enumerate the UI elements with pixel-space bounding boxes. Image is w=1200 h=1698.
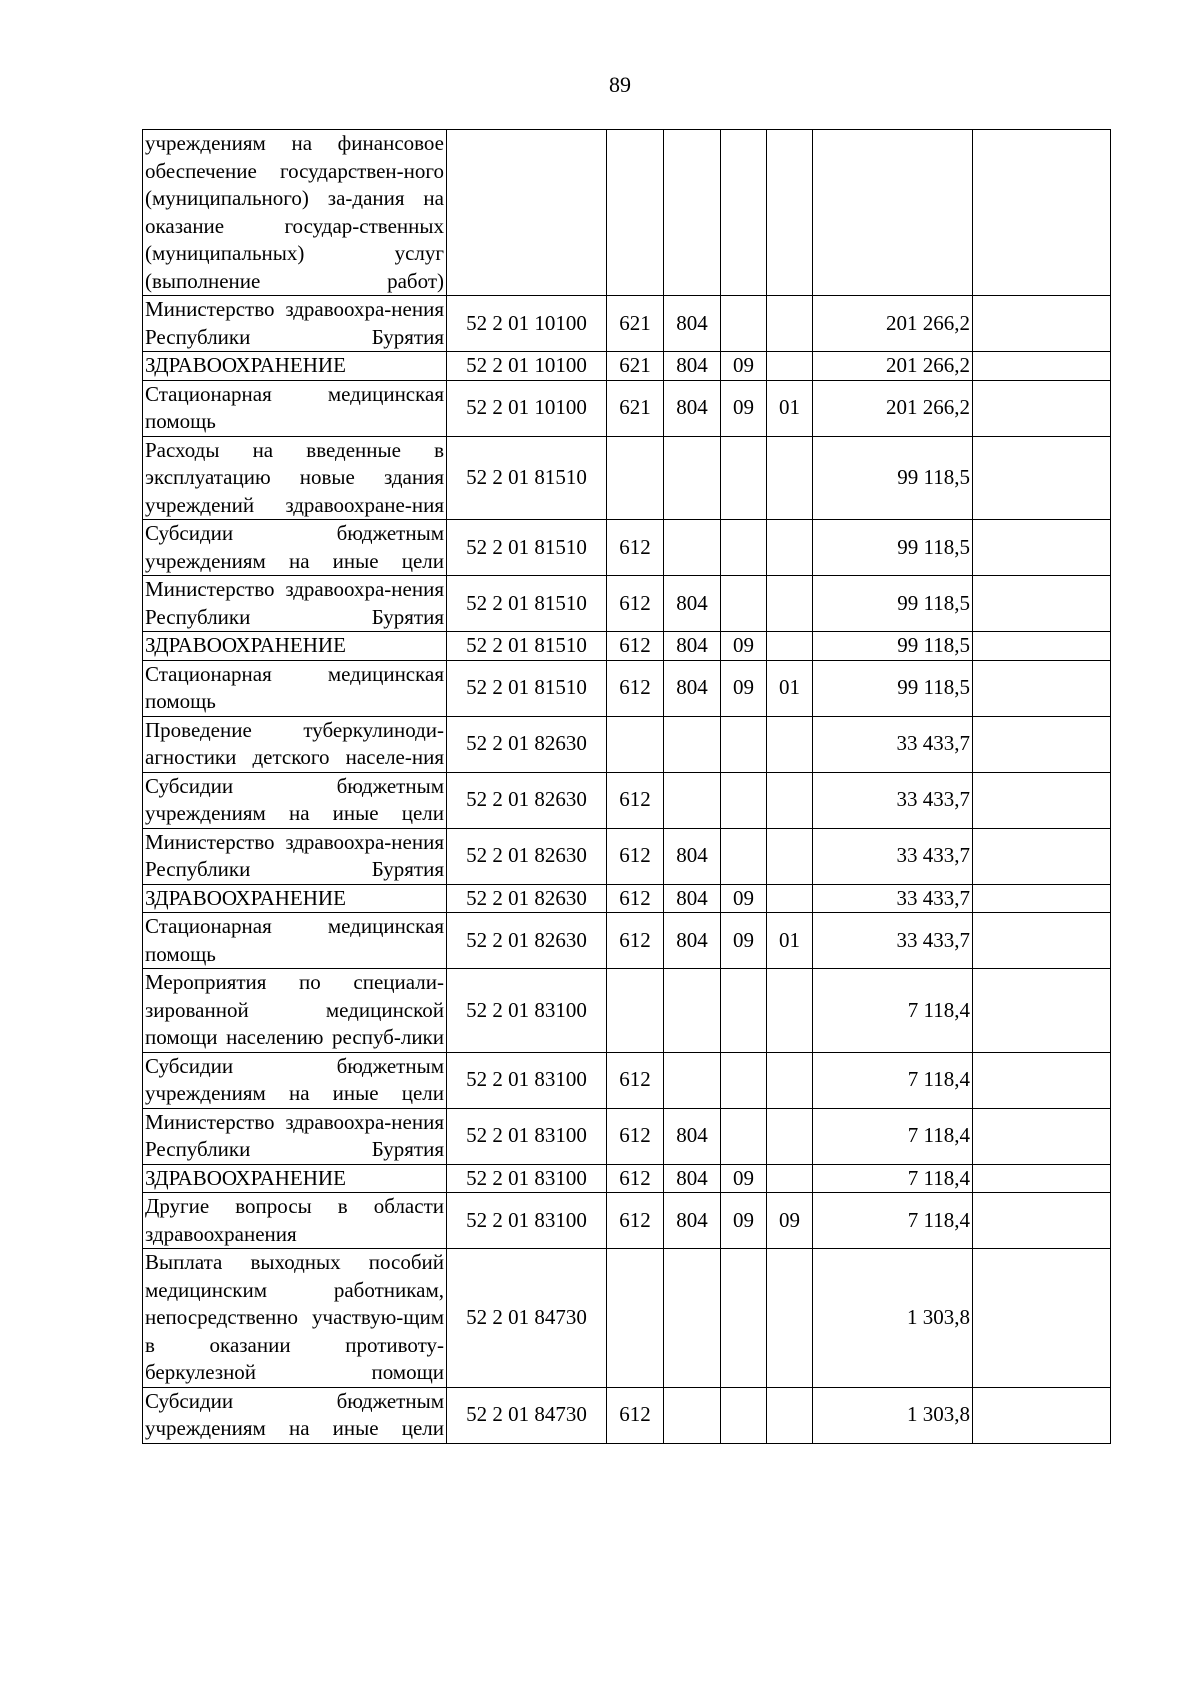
subsection-code-cell: 01 xyxy=(767,380,813,436)
ministry-code-cell: 804 xyxy=(664,1108,721,1164)
amount-cell: 99 118,5 xyxy=(813,436,973,520)
ministry-code-cell xyxy=(664,772,721,828)
expense-name-cell: Стационарная медицинская помощь xyxy=(143,913,447,969)
empty-column-cell xyxy=(973,660,1111,716)
subsection-code-cell xyxy=(767,352,813,381)
target-article-code-cell: 52 2 01 82630 xyxy=(447,716,607,772)
ministry-code-cell xyxy=(664,436,721,520)
ministry-code-cell: 804 xyxy=(664,296,721,352)
ministry-code-cell: 804 xyxy=(664,352,721,381)
amount-cell: 1 303,8 xyxy=(813,1387,973,1443)
table-row xyxy=(143,632,1111,661)
amount-cell: 201 266,2 xyxy=(813,352,973,381)
target-article-code-cell: 52 2 01 84730 xyxy=(447,1249,607,1388)
ministry-code-cell xyxy=(664,130,721,296)
table-row xyxy=(143,828,1111,884)
expense-name-cell: Министерство здравоохра-нения Республики Бурятия xyxy=(143,296,447,352)
expense-name-cell: Министерство здравоохра-нения Республики Бурятия xyxy=(143,1108,447,1164)
empty-column-cell xyxy=(973,1052,1111,1108)
section-code-cell: 09 xyxy=(721,1193,767,1249)
expense-type-code-cell xyxy=(607,130,664,296)
expense-type-code-cell: 621 xyxy=(607,296,664,352)
expense-type-code-cell: 612 xyxy=(607,884,664,913)
ministry-code-cell: 804 xyxy=(664,1164,721,1193)
empty-column-cell xyxy=(973,772,1111,828)
subsection-code-cell: 01 xyxy=(767,913,813,969)
expense-name-cell: Субсидии бюджетным учреждениям на иные цели xyxy=(143,772,447,828)
ministry-code-cell xyxy=(664,1052,721,1108)
amount-cell: 99 118,5 xyxy=(813,576,973,632)
expense-type-code-cell: 612 xyxy=(607,1052,664,1108)
expense-type-code-cell: 612 xyxy=(607,520,664,576)
section-code-cell xyxy=(721,576,767,632)
empty-column-cell xyxy=(973,352,1111,381)
table-row xyxy=(143,380,1111,436)
expense-name-cell: Проведение туберкулиноди-агностики детского населе-ния xyxy=(143,716,447,772)
expense-name-cell: Стационарная медицинская помощь xyxy=(143,660,447,716)
empty-column-cell xyxy=(973,130,1111,296)
table-row xyxy=(143,130,1111,296)
empty-column-cell xyxy=(973,1249,1111,1388)
table-row xyxy=(143,660,1111,716)
expense-name-cell: ЗДРАВООХРАНЕНИЕ xyxy=(143,884,447,913)
expense-type-code-cell: 612 xyxy=(607,660,664,716)
subsection-code-cell xyxy=(767,1052,813,1108)
amount-cell: 7 118,4 xyxy=(813,1164,973,1193)
subsection-code-cell xyxy=(767,1108,813,1164)
table-body xyxy=(143,130,1111,1444)
target-article-code-cell: 52 2 01 83100 xyxy=(447,969,607,1053)
section-code-cell xyxy=(721,716,767,772)
expense-name-cell: Расходы на введенные в эксплуатацию новые здания учреждений здравоохране-ния xyxy=(143,436,447,520)
table-row xyxy=(143,352,1111,381)
amount-cell: 99 118,5 xyxy=(813,632,973,661)
section-code-cell xyxy=(721,130,767,296)
expense-name-cell: Субсидии бюджетным учреждениям на иные цели xyxy=(143,520,447,576)
target-article-code-cell: 52 2 01 84730 xyxy=(447,1387,607,1443)
section-code-cell xyxy=(721,520,767,576)
target-article-code-cell: 52 2 01 83100 xyxy=(447,1052,607,1108)
section-code-cell: 09 xyxy=(721,1164,767,1193)
section-code-cell: 09 xyxy=(721,380,767,436)
table-row xyxy=(143,1387,1111,1443)
section-code-cell: 09 xyxy=(721,632,767,661)
subsection-code-cell xyxy=(767,772,813,828)
expense-type-code-cell: 612 xyxy=(607,1193,664,1249)
target-article-code-cell xyxy=(447,130,607,296)
ministry-code-cell xyxy=(664,969,721,1053)
section-code-cell xyxy=(721,296,767,352)
empty-column-cell xyxy=(973,380,1111,436)
expense-name-cell: Субсидии бюджетным учреждениям на иные цели xyxy=(143,1387,447,1443)
ministry-code-cell: 804 xyxy=(664,660,721,716)
ministry-code-cell: 804 xyxy=(664,884,721,913)
amount-cell: 33 433,7 xyxy=(813,913,973,969)
section-code-cell: 09 xyxy=(721,884,767,913)
ministry-code-cell: 804 xyxy=(664,576,721,632)
ministry-code-cell: 804 xyxy=(664,913,721,969)
expense-type-code-cell: 612 xyxy=(607,1164,664,1193)
ministry-code-cell xyxy=(664,1249,721,1388)
section-code-cell: 09 xyxy=(721,913,767,969)
ministry-code-cell: 804 xyxy=(664,632,721,661)
subsection-code-cell xyxy=(767,716,813,772)
amount-cell: 99 118,5 xyxy=(813,520,973,576)
amount-cell: 7 118,4 xyxy=(813,1108,973,1164)
section-code-cell xyxy=(721,969,767,1053)
table-row xyxy=(143,1249,1111,1388)
subsection-code-cell xyxy=(767,296,813,352)
expense-name-cell: Субсидии бюджетным учреждениям на иные цели xyxy=(143,1052,447,1108)
target-article-code-cell: 52 2 01 82630 xyxy=(447,884,607,913)
section-code-cell xyxy=(721,1108,767,1164)
table-row xyxy=(143,716,1111,772)
empty-column-cell xyxy=(973,884,1111,913)
expense-type-code-cell: 612 xyxy=(607,576,664,632)
table-row xyxy=(143,1193,1111,1249)
expense-type-code-cell: 612 xyxy=(607,828,664,884)
empty-column-cell xyxy=(973,520,1111,576)
table-row xyxy=(143,1108,1111,1164)
amount-cell: 201 266,2 xyxy=(813,380,973,436)
section-code-cell xyxy=(721,772,767,828)
empty-column-cell xyxy=(973,716,1111,772)
expense-name-cell: ЗДРАВООХРАНЕНИЕ xyxy=(143,1164,447,1193)
amount-cell: 33 433,7 xyxy=(813,772,973,828)
expense-name-cell: ЗДРАВООХРАНЕНИЕ xyxy=(143,632,447,661)
expense-type-code-cell: 612 xyxy=(607,1108,664,1164)
section-code-cell xyxy=(721,828,767,884)
ministry-code-cell xyxy=(664,1387,721,1443)
section-code-cell xyxy=(721,1387,767,1443)
section-code-cell xyxy=(721,436,767,520)
subsection-code-cell xyxy=(767,632,813,661)
target-article-code-cell: 52 2 01 83100 xyxy=(447,1193,607,1249)
amount-cell: 1 303,8 xyxy=(813,1249,973,1388)
expense-name-cell: Стационарная медицинская помощь xyxy=(143,380,447,436)
page-number: 89 xyxy=(609,72,631,97)
empty-column-cell xyxy=(973,1108,1111,1164)
ministry-code-cell: 804 xyxy=(664,1193,721,1249)
empty-column-cell xyxy=(973,828,1111,884)
table-row xyxy=(143,884,1111,913)
empty-column-cell xyxy=(973,1387,1111,1443)
expense-type-code-cell xyxy=(607,969,664,1053)
expense-type-code-cell: 612 xyxy=(607,632,664,661)
target-article-code-cell: 52 2 01 81510 xyxy=(447,576,607,632)
expense-name-cell: ЗДРАВООХРАНЕНИЕ xyxy=(143,352,447,381)
amount-cell: 7 118,4 xyxy=(813,1052,973,1108)
section-code-cell xyxy=(721,1249,767,1388)
target-article-code-cell: 52 2 01 81510 xyxy=(447,660,607,716)
table-row xyxy=(143,576,1111,632)
expense-type-code-cell: 612 xyxy=(607,913,664,969)
section-code-cell xyxy=(721,1052,767,1108)
section-code-cell: 09 xyxy=(721,352,767,381)
subsection-code-cell xyxy=(767,969,813,1053)
expense-name-cell: Другие вопросы в области здравоохранения xyxy=(143,1193,447,1249)
table-row xyxy=(143,913,1111,969)
expense-name-cell: учреждениям на финансовое обеспечение государствен-ного (муниципального) за-дания на оказание государ-ственных (муниципальных) услуг (выполнение работ) xyxy=(143,130,447,296)
amount-cell: 99 118,5 xyxy=(813,660,973,716)
target-article-code-cell: 52 2 01 82630 xyxy=(447,772,607,828)
target-article-code-cell: 52 2 01 82630 xyxy=(447,828,607,884)
expense-type-code-cell: 621 xyxy=(607,380,664,436)
expense-name-cell: Министерство здравоохра-нения Республики Бурятия xyxy=(143,576,447,632)
expense-name-cell: Выплата выходных пособий медицинским работникам, непосредственно участвую-щим в оказании противоту-беркулезной помощи xyxy=(143,1249,447,1388)
subsection-code-cell xyxy=(767,436,813,520)
table-row xyxy=(143,969,1111,1053)
table-row xyxy=(143,772,1111,828)
table-row xyxy=(143,1164,1111,1193)
expense-type-code-cell: 612 xyxy=(607,1387,664,1443)
ministry-code-cell: 804 xyxy=(664,828,721,884)
expense-type-code-cell xyxy=(607,716,664,772)
target-article-code-cell: 52 2 01 81510 xyxy=(447,632,607,661)
target-article-code-cell: 52 2 01 83100 xyxy=(447,1164,607,1193)
amount-cell: 7 118,4 xyxy=(813,1193,973,1249)
amount-cell xyxy=(813,130,973,296)
amount-cell: 33 433,7 xyxy=(813,716,973,772)
expense-type-code-cell xyxy=(607,1249,664,1388)
empty-column-cell xyxy=(973,632,1111,661)
subsection-code-cell xyxy=(767,130,813,296)
amount-cell: 7 118,4 xyxy=(813,969,973,1053)
target-article-code-cell: 52 2 01 82630 xyxy=(447,913,607,969)
empty-column-cell xyxy=(973,1164,1111,1193)
subsection-code-cell xyxy=(767,1387,813,1443)
ministry-code-cell xyxy=(664,716,721,772)
subsection-code-cell xyxy=(767,576,813,632)
target-article-code-cell: 52 2 01 81510 xyxy=(447,520,607,576)
target-article-code-cell: 52 2 01 10100 xyxy=(447,352,607,381)
subsection-code-cell: 09 xyxy=(767,1193,813,1249)
table-row xyxy=(143,1052,1111,1108)
table-row xyxy=(143,296,1111,352)
amount-cell: 33 433,7 xyxy=(813,828,973,884)
subsection-code-cell xyxy=(767,1249,813,1388)
target-article-code-cell: 52 2 01 10100 xyxy=(447,380,607,436)
subsection-code-cell xyxy=(767,884,813,913)
empty-column-cell xyxy=(973,576,1111,632)
target-article-code-cell: 52 2 01 81510 xyxy=(447,436,607,520)
empty-column-cell xyxy=(973,969,1111,1053)
subsection-code-cell: 01 xyxy=(767,660,813,716)
table-row xyxy=(143,520,1111,576)
table-row xyxy=(143,436,1111,520)
expense-name-cell: Мероприятия по специали-зированной медицинской помощи населению респуб-лики xyxy=(143,969,447,1053)
target-article-code-cell: 52 2 01 10100 xyxy=(447,296,607,352)
amount-cell: 33 433,7 xyxy=(813,884,973,913)
budget-table xyxy=(142,129,1111,1444)
expense-type-code-cell: 612 xyxy=(607,772,664,828)
subsection-code-cell xyxy=(767,828,813,884)
empty-column-cell xyxy=(973,296,1111,352)
expense-name-cell: Министерство здравоохра-нения Республики Бурятия xyxy=(143,828,447,884)
section-code-cell: 09 xyxy=(721,660,767,716)
subsection-code-cell xyxy=(767,520,813,576)
subsection-code-cell xyxy=(767,1164,813,1193)
target-article-code-cell: 52 2 01 83100 xyxy=(447,1108,607,1164)
empty-column-cell xyxy=(973,436,1111,520)
expense-type-code-cell xyxy=(607,436,664,520)
ministry-code-cell xyxy=(664,520,721,576)
expense-type-code-cell: 621 xyxy=(607,352,664,381)
empty-column-cell xyxy=(973,913,1111,969)
amount-cell: 201 266,2 xyxy=(813,296,973,352)
empty-column-cell xyxy=(973,1193,1111,1249)
ministry-code-cell: 804 xyxy=(664,380,721,436)
